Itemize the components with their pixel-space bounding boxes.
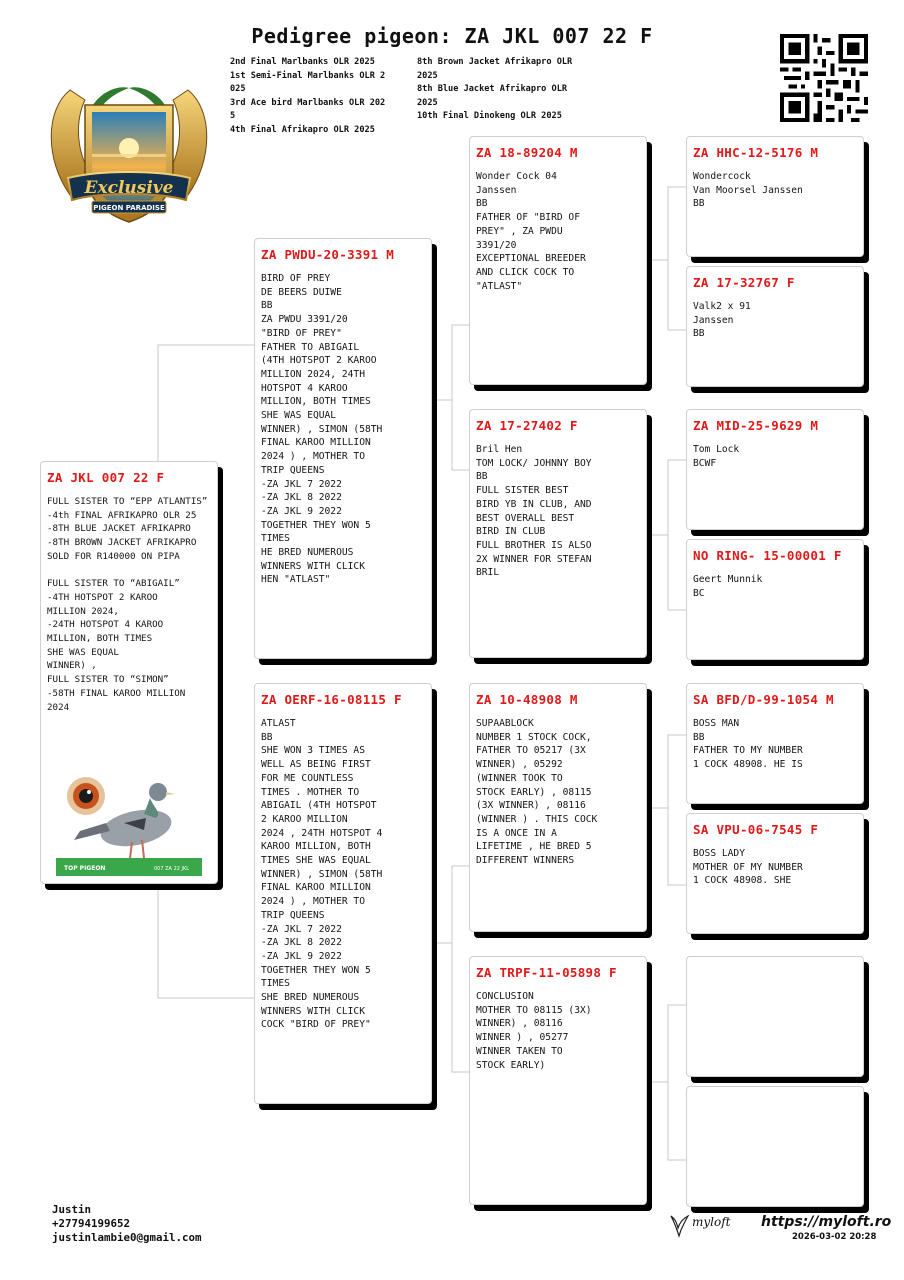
sire-sire-ring-number: ZA 18-89204 M: [476, 145, 578, 160]
qr-code-icon: [780, 34, 868, 122]
achievements-column-2: 8th Brown Jacket Afrikapro OLR 2025 8th Blue Jacket Afrikapro OLR 2025 10th Final Dinokeng OLR 2025: [417, 57, 573, 122]
subject-ring-number: ZA JKL 007 22 F: [47, 470, 165, 485]
dam-card: [254, 683, 432, 1104]
footer-date: 2026-03-02 20:28: [792, 1232, 877, 1242]
subject-description: FULL SISTER TO “EPP ATLANTIS” -4th FINAL AFRIKAPRO OLR 25 -8TH BLUE JACKET AFRIKAPRO -8TH BROWN JACKET AFRIKAPRO SOLD FOR R140000 ON PIPA FULL SISTER TO “ABIGAIL” -4TH HOTSPOT 2 KAROO MILLION 2024, -24TH HOTSPOT 4 KAROO MILLION, BOTH TIMES SHE WAS EQUAL WINNER) , FULL SISTER TO “SIMON” -58TH FINAL KAROO MILLION 2024: [47, 496, 208, 713]
footer-url[interactable]: https://myloft.ro: [761, 1214, 892, 1230]
sire-sire-card: [469, 136, 647, 385]
footer-brand: myloft: [692, 1215, 731, 1229]
page-title: Pedigree pigeon: ZA JKL 007 22 F: [251, 24, 653, 48]
great-grandparent-ring-number: ZA HHC-12-5176 M: [693, 145, 819, 160]
dam-dam-description: CONCLUSION MOTHER TO 08115 (3X) WINNER) , 08116 WINNER ) , 05277 WINNER TAKEN TO STOCK EARLY): [476, 991, 592, 1071]
owner-contact: [52, 1203, 202, 1245]
logo-subtitle-text: PIGEON PARADISE: [93, 204, 165, 212]
great-grandparent-ring-number: SA BFD/D-99-1054 M: [693, 692, 834, 707]
great-grandparent-card: [686, 539, 864, 660]
sire-description: BIRD OF PREY DE BEERS DUIWE BB ZA PWDU 3391/20 "BIRD OF PREY" FATHER TO ABIGAIL (4TH HOTSPOT 2 KAROO MILLION 2024, 24TH HOTSPOT 4 KAROO MILLION, BOTH TIMES SHE WAS EQUAL WINNER) , SIMON (58TH FINAL KAROO MILLION 2024 ) , MOTHER TO TRIP QUEENS -ZA JKL 7 2022 -ZA JKL 8 2022 -ZA JKL 9 2022 TOGETHER THEY WON 5 TIMES HE BRED NUMEROUS WINNERS WITH CLICK HEN "ATLAST": [261, 273, 383, 586]
owner-name: Justin: [52, 1203, 92, 1216]
great-grandparent-description: BOSS MAN BB FATHER TO MY NUMBER 1 COCK 48908. HE IS: [693, 718, 803, 771]
dam-dam-card: [469, 956, 647, 1205]
great-grandparent-card: [686, 266, 864, 387]
achievements-column-1: 2nd Final Marlbanks OLR 2025 1st Semi-Final Marlbanks OLR 2 025 3rd Ace bird Marlbanks OLR 202 5 4th Final Afrikapro OLR 2025: [230, 57, 386, 135]
great-grandparent-card: [686, 813, 864, 934]
sire-dam-card: [469, 409, 647, 658]
sire-ring-number: ZA PWDU-20-3391 M: [261, 247, 395, 262]
great-grandparent-card: [686, 683, 864, 804]
great-grandparent-description: Wondercock Van Moorsel Janssen BB: [693, 171, 803, 210]
great-grandparent-card-empty: [686, 956, 864, 1077]
sire-card: [254, 238, 432, 659]
dam-ring-number: ZA OERF-16-08115 F: [261, 692, 402, 707]
dam-sire-description: SUPAABLOCK NUMBER 1 STOCK COCK, FATHER TO 05217 (3X WINNER) , 05292 (WINNER TOOK TO STOCK EARLY) , 08115 (3X WINNER) , 08116 (WINNER ) . THIS COCK IS A ONCE IN A LIFETIME , HE BRED 5 DIFFERENT WINNERS: [476, 718, 598, 867]
great-grandparent-ring-number: SA VPU-06-7545 F: [693, 822, 819, 837]
photo-banner-left: TOP PIGEON: [64, 865, 106, 872]
great-grandparent-description: BOSS LADY MOTHER OF MY NUMBER 1 COCK 48908. SHE: [693, 848, 803, 887]
great-grandparent-ring-number: NO RING- 15-00001 F: [693, 548, 842, 563]
great-grandparent-card: [686, 409, 864, 530]
owner-email: justinlambie0@gmail.com: [52, 1231, 202, 1244]
myloft-bird-icon: [668, 1212, 690, 1238]
exclusive-pigeon-paradise-logo: [40, 70, 218, 246]
pigeon-photo: [54, 768, 204, 878]
dam-description: ATLAST BB SHE WON 3 TIMES AS WELL AS BEING FIRST FOR ME COUNTLESS TIMES . MOTHER TO ABIGAIL (4TH HOTSPOT 2 KAROO MILLION 2024 , 24TH HOTSPOT 4 KAROO MILLION, BOTH TIMES SHE WAS EQUAL WINNER) , SIMON (58TH FINAL KAROO MILLION 2024 ) , MOTHER TO TRIP QUEENS -ZA JKL 7 2022 -ZA JKL 8 2022 -ZA JKL 9 2022 TOGETHER THEY WON 5 TIMES SHE BRED NUMEROUS WINNERS WITH CLICK COCK "BIRD OF PREY": [261, 718, 383, 1031]
owner-phone: +27794199652: [52, 1217, 131, 1230]
great-grandparent-description: Geert Munnik BC: [693, 574, 763, 599]
great-grandparent-ring-number: ZA 17-32767 F: [693, 275, 795, 290]
dam-sire-card: [469, 683, 647, 932]
dam-sire-ring-number: ZA 10-48908 M: [476, 692, 578, 707]
great-grandparent-description: Tom Lock BCWF: [693, 444, 740, 469]
logo-title-text: Exclusive: [84, 178, 174, 198]
great-grandparent-card: [686, 136, 864, 257]
great-grandparent-ring-number: ZA MID-25-9629 M: [693, 418, 819, 433]
great-grandparent-card-empty: [686, 1086, 864, 1207]
photo-banner-right: 007 ZA 22 JKL: [154, 866, 190, 872]
dam-dam-ring-number: ZA TRPF-11-05898 F: [476, 965, 617, 980]
sire-dam-description: Bril Hen TOM LOCK/ JOHNNY BOY BB FULL SISTER BEST BIRD YB IN CLUB, AND BEST OVERALL BEST BIRD IN CLUB FULL BROTHER IS ALSO 2X WINNER FOR STEFAN BRIL: [476, 444, 592, 579]
sire-dam-ring-number: ZA 17-27402 F: [476, 418, 578, 433]
great-grandparent-description: Valk2 x 91 Janssen BB: [693, 301, 751, 340]
sire-sire-description: Wonder Cock 04 Janssen BB FATHER OF "BIRD OF PREY" , ZA PWDU 3391/20 EXCEPTIONAL BREEDER AND CLICK COCK TO "ATLAST": [476, 171, 586, 292]
